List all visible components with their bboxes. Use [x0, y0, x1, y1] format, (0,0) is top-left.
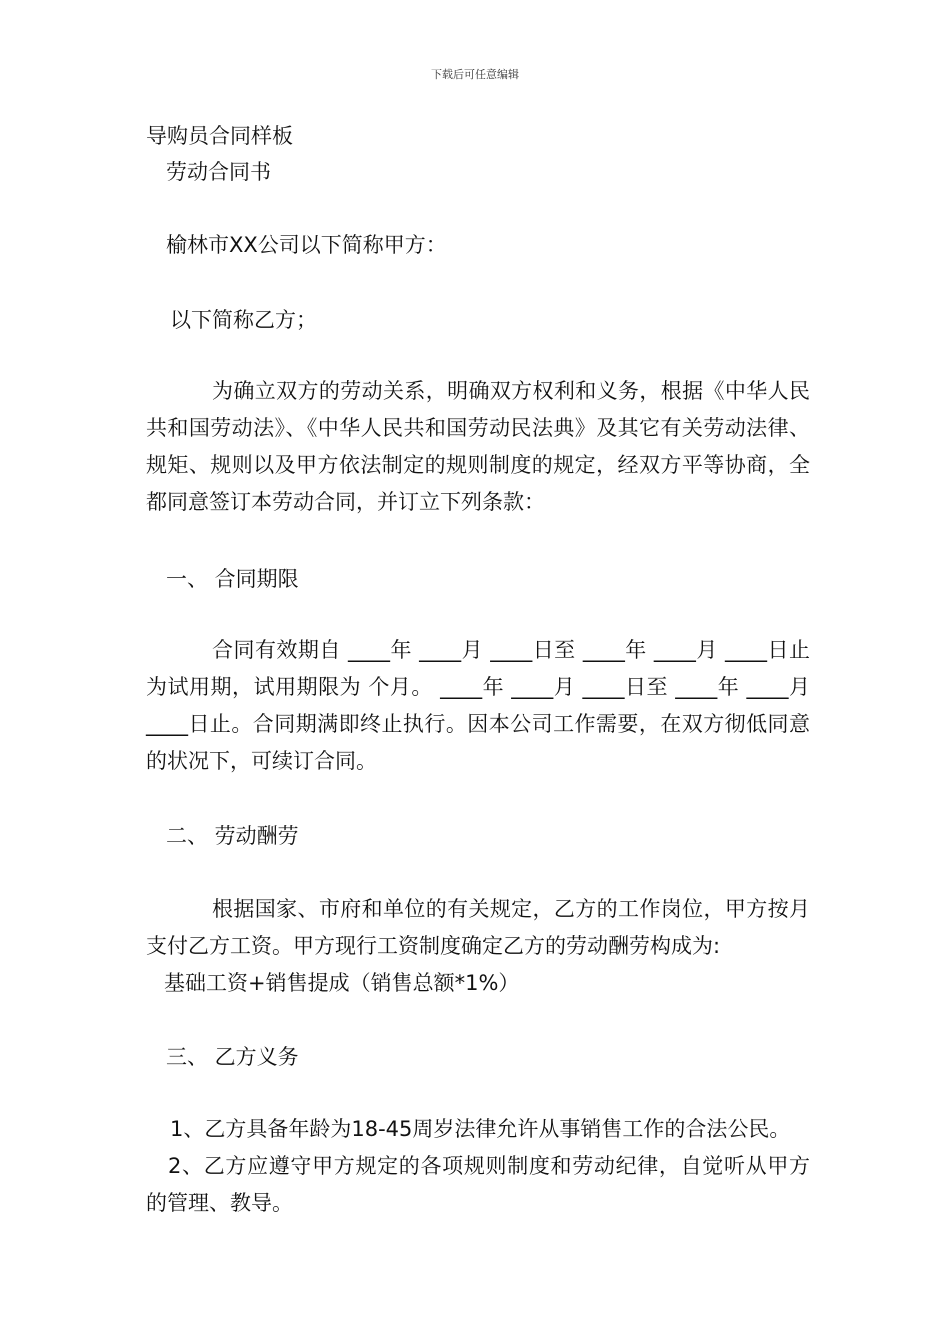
section-2-paragraph: 根据国家、市府和单位的有关规定，乙方的工作岗位，甲方按月支付乙方工资。甲方现行工资制度确定乙方的劳动酬劳构成为: — [146, 897, 810, 958]
duty-item-1: 1、乙方具备年龄为18-45周岁法律允许从事销售工作的合法公民。 — [170, 1117, 791, 1141]
party-a-line: 榆林市XX公司以下简称甲方： — [166, 233, 447, 257]
section-3-title: 三、 乙方义务 — [166, 1045, 299, 1069]
page-header-note: 下载后可任意编辑 — [431, 68, 519, 81]
party-b-line: 以下简称乙方； — [170, 308, 317, 332]
section-2-title: 二、 劳动酬劳 — [166, 824, 299, 848]
document-title: 导购员合同样板 — [146, 124, 293, 148]
section-1-title: 一、 合同期限 — [166, 567, 299, 591]
intro-paragraph: 为确立双方的劳动关系，明确双方权利和义务，根据《中华人民共和国劳动法》、《中华人民共和国劳动民法典》及其它有关劳动法律、规矩、规则以及甲方依法制定的规则制度的规定，经双方平等协商，全都同意签订本劳动合同，并订立下列条款： — [146, 379, 810, 514]
duty-item-2: 2、乙方应遵守甲方规定的各项规则制度和劳动纪律，自觉听从甲方的管理、教导。 — [146, 1154, 810, 1215]
section-2-formula: 基础工资+销售提成（销售总额*1%） — [164, 971, 520, 995]
section-1-paragraph: 合同有效期自 ____年 ____月 ____日至 ____年 ____月 ____日止为试用期，试用期限为 个月。 ____年 ____月 ____日至 ____年 ____月 ____日止。合同期满即终止执行。因本公司工作需要，在双方彻低同意的状况下，可续订合同。 — [146, 638, 810, 773]
document-subtitle: 劳动合同书 — [166, 160, 271, 184]
